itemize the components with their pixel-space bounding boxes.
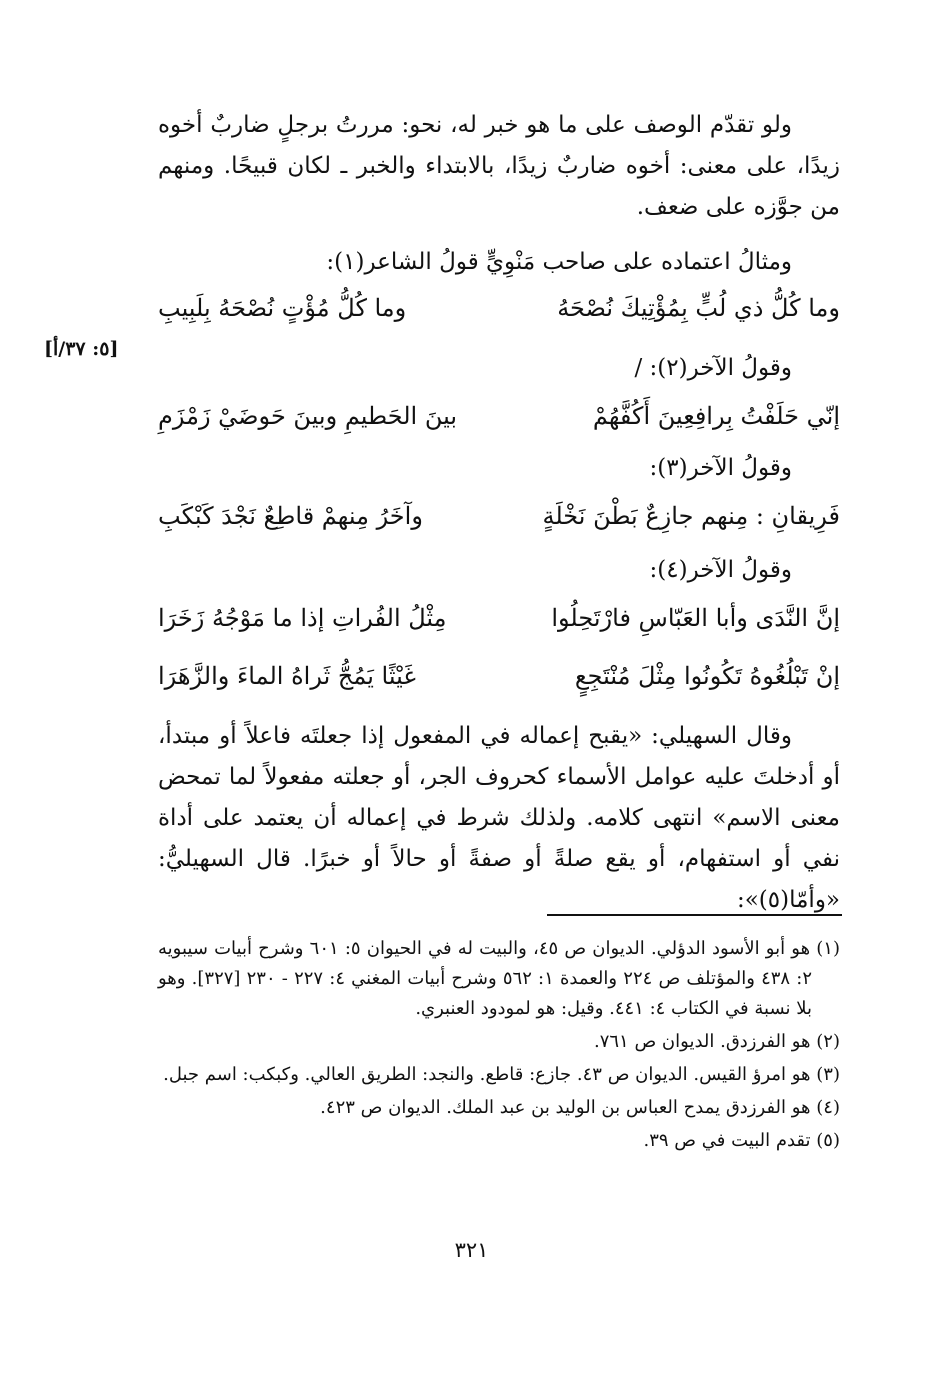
- example-3-label: وقولُ الآخر(٣):: [649, 455, 792, 481]
- footnote-3: (٣) هو امرؤ القيس. الديوان ص ٤٣. جازع: قاطع. والنجد: الطريق العالي. وكبكب: اسم جبل.: [163, 1064, 840, 1085]
- verse-3-second-hemistich: وآخَرُ مِنهمْ قاطِعٌ نَجْدَ كَبْكَبِ: [158, 502, 423, 530]
- footnotes: [158, 934, 840, 1159]
- verse-line-3: [158, 490, 840, 542]
- page-number: ٣٢١: [454, 1238, 489, 1262]
- intro-paragraph: ولو تقدّم الوصف على ما هو خبر له، نحو: مررتُ برجلٍ ضاربٌ أخوه زيدًا، على معنى: أخوه ضاربٌ زيدًا، بالابتداء والخبر ـ لكان قبيحًا. ومنهم من جوَّزه على ضعف.: [158, 112, 840, 220]
- verse-1-second-hemistich: وما كُلُّ مُؤْتٍ نُصْحَهُ بِلَبِيبِ: [158, 294, 407, 322]
- margin-reference-note: [٥: ٣٧/أ]: [44, 338, 119, 360]
- verse-1-first-hemistich: وما كُلُّ ذي لُبٍّ بِمُؤْتِيكَ نُصْحَهُ: [557, 294, 840, 322]
- footnote-5: (٥) تقدم البيت في ص ٣٩.: [643, 1130, 840, 1151]
- verse-4b-first-hemistich: إنْ تَبْلُغُوهُ تَكُونُوا مِثْلَ مُنْتَجِعٍ: [574, 662, 840, 690]
- verse-line-1: [158, 282, 840, 334]
- footnote-2: (٢) هو الفرزدق. الديوان ص ٧٦١.: [593, 1031, 840, 1052]
- footnote-1: (١) هو أبو الأسود الدؤلي. الديوان ص ٤٥، والبيت له في الحيوان ٥: ٦٠١ وشرح أبيات سيبويه ٢: ٤٣٨ والمؤتلف ص ٢٢٤ والعمدة ١: ٥٦٢ وشرح أبيات المغني ٤: ٢٢٧ - ٢٣٠ [٣٢٧]. وهو بلا نسبة في الكتاب ٤: ٤٤١. وقيل: هو لمودود العنبري.: [158, 938, 840, 1019]
- example-1-label: ومثالُ اعتماده على صاحب مَنْوِيٍّ قولُ الشاعر(١):: [326, 249, 792, 275]
- example-2: [158, 346, 840, 442]
- verse-3-first-hemistich: فَرِيقانِ : مِنهم جازِعٌ بَطْنَ نَخْلَةٍ: [542, 502, 840, 530]
- closing-text: [158, 716, 840, 921]
- example-2-label: وقولُ الآخر(٢): /: [634, 355, 792, 381]
- verse-4a-first-hemistich: إنَّ النَّدَى وأبا العَبّاسِ فارْتَحِلُوا: [551, 604, 840, 632]
- example-1: [158, 240, 840, 334]
- verse-line-2: [158, 390, 840, 442]
- example-3: [158, 446, 840, 542]
- example-4-label: وقولُ الآخر(٤):: [649, 557, 792, 583]
- verse-4a-second-hemistich: مِثْلُ الفُراتِ إذا ما مَوْجُهُ زَخَرَا: [158, 604, 447, 632]
- example-4: [158, 548, 840, 702]
- verse-line-4b: [158, 650, 840, 702]
- verse-line-4a: [158, 592, 840, 644]
- closing-paragraph: وقال السهيلي: «يقبح إعماله في المفعول إذا جعلتَه فاعلاً أو مبتدأ، أو أدخلتَ عليه عوامل الأسماء كحروف الجر، أو جعلته مفعولاً لما تمحض معنى الاسم» انتهى كلامه. ولذلك شرط في إعماله أن يعتمد على أداة نفي أو استفهام، أو يقع صلةً أو صفةً أو حالاً أو خبرًا. قال السهيليُّ: «وأمّا(٥)»:: [158, 723, 840, 913]
- verse-2-first-hemistich: إنّي حَلَفْتُ بِرافِعِينَ أَكُفَّهُمْ: [592, 402, 840, 430]
- main-text: [158, 105, 840, 228]
- verse-2-second-hemistich: بينَ الحَطيمِ وبينَ حَوضَيْ زَمْزَمِ: [158, 402, 458, 430]
- footnote-separator: [547, 914, 842, 916]
- footnote-4: (٤) هو الفرزدق يمدح العباس بن الوليد بن عبد الملك. الديوان ص ٤٢٣.: [320, 1097, 840, 1118]
- verse-4b-second-hemistich: غَيْثًا يَمُجُّ ثَراهُ الماءَ والزَّهَرَا: [158, 662, 416, 690]
